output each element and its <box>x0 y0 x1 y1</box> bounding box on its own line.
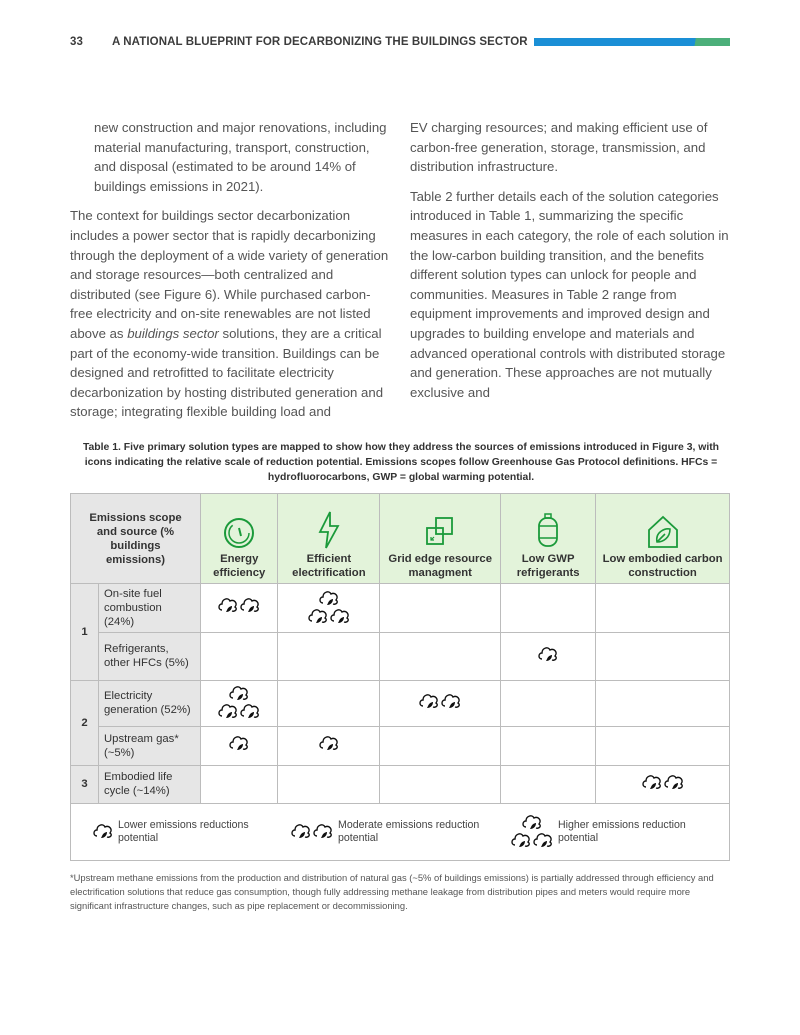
paragraph-table2: Table 2 further details each of the solution categories introduced in Table 1, summarizing the specific measures in each category, the role of each solution in the low-carbon building transition, and the benefits different solution types can unlock for people and communities. Measures in Table 2 range from equipment improvements and improved design and upgrades to building envelope and materials and advanced operational controls with distributed storage and generation. These approaches are not mutually exclusive and <box>410 188 729 400</box>
legend-items <box>81 812 719 852</box>
reduction-moderate <box>641 772 685 794</box>
cloud-leaf-icon <box>641 772 663 794</box>
cloud-leaf-icon <box>290 821 312 843</box>
table-row <box>71 583 730 632</box>
emission-source: Refrigerants, other HFCs (5%) <box>99 632 201 680</box>
cloud-leaf-icon <box>329 606 351 628</box>
table-cell <box>501 765 596 803</box>
legend-item <box>510 812 708 852</box>
table-cell <box>278 680 380 726</box>
scope-number: 3 <box>71 765 99 803</box>
table-cell <box>201 632 278 680</box>
scope-number: 1 <box>71 583 99 680</box>
table-cell <box>278 632 380 680</box>
scope-number: 2 <box>71 680 99 765</box>
col-energy-efficiency <box>201 493 278 583</box>
cloud-leaf-icon <box>440 691 462 713</box>
table-row <box>71 632 730 680</box>
table-cell <box>501 726 596 765</box>
cloud-leaf-icon <box>418 691 440 713</box>
footnote: *Upstream methane emissions from the production and distribution of natural gas (~5% of buildings emissions) is partially addressed through efficiency and electrification solutions that reduce gas consumption, though fully addressing methane leakage from distribution pipes and meters would require more significant infrastructure changes, such as pipe replacement or decommissioning. <box>70 871 714 911</box>
cloud-leaf-icon <box>217 595 239 617</box>
reduction-lower <box>228 733 250 755</box>
reduction-moderate <box>217 595 261 617</box>
page-number: 33 <box>70 36 83 48</box>
paragraph-ev: EV charging resources; and making efficient use of carbon-free generation, storage, transmission, and distribution infrastructure. <box>410 120 708 175</box>
column-label: Efficient electrification <box>292 552 366 579</box>
table-row <box>71 726 730 765</box>
reduction-lower <box>537 644 559 666</box>
reduction-lower <box>318 733 340 755</box>
cloud-leaf-icon <box>532 830 554 852</box>
legend-label: Lower emissions reductions potential <box>118 818 249 844</box>
table-cell <box>380 632 501 680</box>
table-caption: Table 1. Five primary solution types are mapped to show how they address the sources of emissions introduced in Figure 3, with icons indicating the relative scale of reduction potential. Emissions scopes follow Greenhouse Gas Protocol definitions. HFCs = hydrofluorocarbons, GWP = global warming potential. <box>82 441 720 483</box>
table-cell <box>596 680 730 726</box>
table-cell <box>380 765 501 803</box>
right-column <box>410 118 732 432</box>
emission-source: Embodied life cycle (~14%) <box>99 765 201 803</box>
gauge-icon <box>221 516 257 550</box>
document-title: A NATIONAL BLUEPRINT FOR DECARBONIZING THE BUILDINGS SECTOR <box>112 36 528 48</box>
table-cell <box>380 583 501 632</box>
house-leaf-icon <box>645 514 681 550</box>
table-cell <box>201 680 278 726</box>
legend-item <box>290 819 488 845</box>
table-cell <box>501 680 596 726</box>
grid-squares-icon <box>422 516 458 550</box>
left-column <box>70 118 392 432</box>
cloud-leaf-icon <box>318 733 340 755</box>
table-cell <box>596 583 730 632</box>
legend <box>71 803 730 860</box>
col-low-gwp <box>501 493 596 583</box>
legend-item <box>92 819 268 845</box>
reduction-higher <box>510 812 554 852</box>
running-header <box>70 35 730 49</box>
table-cell <box>278 726 380 765</box>
table-row <box>71 680 730 726</box>
table-cell <box>596 632 730 680</box>
table-cell <box>201 765 278 803</box>
column-label: Low embodied carbon construction <box>602 552 723 579</box>
legend-label: Moderate emissions reduction potential <box>338 818 480 844</box>
gas-tank-icon <box>533 512 563 550</box>
context-text-end: solutions, they are a critical part of the economy-wide transition. Buildings can be designed and retrofitted to facilitate electricity decarbonization by hosting distributed generation and storage; integrating flexible building load and <box>70 325 384 420</box>
table-cell <box>380 726 501 765</box>
table-cell <box>596 765 730 803</box>
lightning-icon <box>314 510 344 550</box>
legend-label: Higher emissions reduction potential <box>558 818 686 844</box>
context-paragraph <box>70 206 392 422</box>
emission-source: Electricity generation (52%) <box>99 680 201 726</box>
table-row <box>71 765 730 803</box>
reduction-moderate <box>290 821 334 843</box>
table-cell <box>201 583 278 632</box>
cloud-leaf-icon <box>663 772 685 794</box>
column-label: Grid edge resource managment <box>388 552 492 579</box>
table-cell <box>596 726 730 765</box>
cloud-leaf-icon <box>92 821 114 843</box>
cloud-leaf-icon <box>312 821 334 843</box>
column-label: Energy efficiency <box>213 552 266 579</box>
cloud-leaf-icon <box>228 733 250 755</box>
table-cell <box>501 583 596 632</box>
corner-header <box>71 493 201 583</box>
cloud-leaf-icon <box>239 595 261 617</box>
col-grid-edge <box>380 493 501 583</box>
reduction-higher <box>217 683 261 723</box>
cloud-leaf-icon <box>217 701 239 723</box>
context-text-start: The context for buildings sector decarbonization includes a power sector that is rapidly decarbonizing through the deployment of a wide variety of generation and storage resources—both centralized and distributed (see Figure 6). While purchased carbon-free electricity and on-site renewables are not listed above as <box>70 208 389 341</box>
cloud-leaf-icon <box>510 830 532 852</box>
table-cell <box>380 680 501 726</box>
cloud-leaf-icon <box>537 644 559 666</box>
reduction-moderate <box>418 691 462 713</box>
emission-source: Upstream gas*(~5%) <box>99 726 201 765</box>
col-low-embodied <box>596 493 730 583</box>
table-cell <box>201 726 278 765</box>
cloud-leaf-icon <box>307 606 329 628</box>
col-efficient-electrification <box>278 493 380 583</box>
solutions-table <box>70 493 730 861</box>
text-columns <box>70 118 732 432</box>
table-cell <box>278 583 380 632</box>
header-accent-bar <box>534 38 730 46</box>
context-text-italic: buildings sector <box>127 325 219 341</box>
corner-header-text: Emissions scope and source (% buildings emissions) <box>89 511 182 566</box>
table-cell <box>278 765 380 803</box>
reduction-higher <box>307 588 351 628</box>
indented-paragraph: new construction and major renovations, including material manufacturing, transport, construction, and disposal (estimated to be around 14% of buildings emissions in 2021). <box>94 120 387 194</box>
cloud-leaf-icon <box>239 701 261 723</box>
page-body <box>70 118 732 913</box>
reduction-lower <box>92 821 114 843</box>
column-label: Low GWP refrigerants <box>516 552 580 579</box>
table-cell <box>501 632 596 680</box>
emission-source: On-site fuel combustion (24%) <box>99 583 201 632</box>
